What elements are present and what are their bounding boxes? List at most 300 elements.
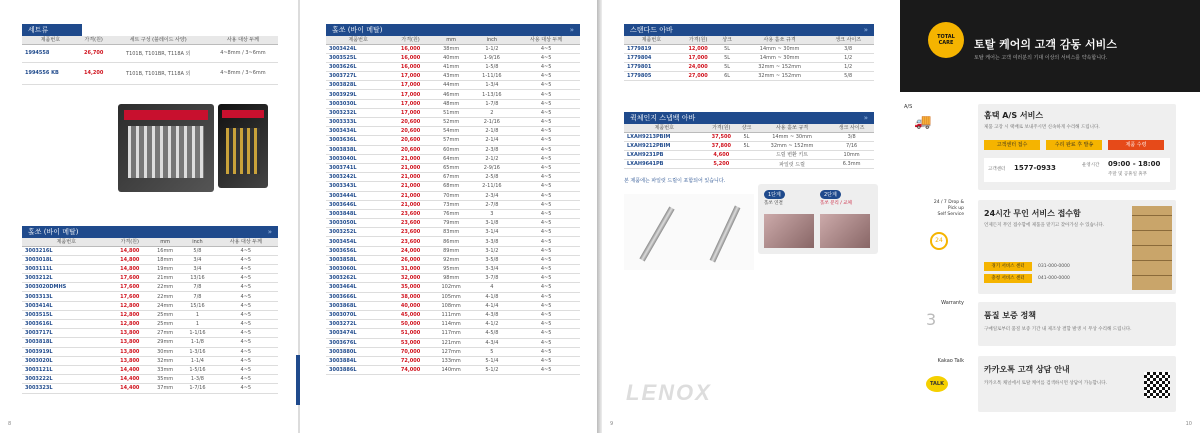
col-header: 가격(원) (110, 238, 149, 246)
table-cell: 4~5 (512, 310, 580, 319)
table-cell: 4~5 (512, 356, 580, 365)
table-cell: 4~5 (214, 264, 278, 273)
table-cell: 16mm (149, 246, 181, 255)
table-row (624, 141, 874, 150)
table-cell: 3003216L (22, 246, 110, 255)
table-cell: 23,600 (390, 237, 431, 246)
table-cell: 2-5/8 (471, 173, 512, 182)
table-row (326, 163, 580, 172)
table-row (326, 320, 580, 329)
contact-box (984, 158, 1170, 182)
table-cell: 3003929L (326, 90, 390, 99)
set-title-bar (22, 24, 82, 36)
table-cell: 3003121L (22, 365, 110, 374)
col-header: 제품번호 (624, 124, 705, 132)
step-caption: 홀쏘 분리 / 교체 (820, 201, 852, 206)
product-image-blade-set (118, 104, 214, 192)
table-cell: 13/16 (181, 274, 213, 283)
table-row (326, 310, 580, 319)
table-cell (738, 160, 755, 169)
card-title: 24시간 무인 서비스 접수함 (984, 209, 1081, 218)
holesaw-table-1 (22, 226, 278, 394)
table-cell: 3003222L (22, 375, 110, 384)
table-cell: 13,800 (110, 347, 149, 356)
table-cell: 1-9/16 (471, 53, 512, 62)
chevron-right-icon: » (863, 114, 868, 122)
table-cell: 4~5 (512, 108, 580, 117)
table-cell: 37,800 (705, 141, 739, 150)
table-cell: 3003880L (326, 347, 390, 356)
table-cell: 1-1/2 (471, 44, 512, 53)
table-row (326, 191, 580, 200)
page-subtitle: 토탈 케어는 고객 여러분의 기대 이상의 서비스를 약속합니다. (974, 55, 1108, 61)
table-cell: 5/8 (181, 246, 213, 255)
table-cell: 1/2 (822, 53, 874, 62)
section-tag: Kakao Talk (937, 358, 964, 364)
col-header: 가격(원) (390, 36, 431, 44)
table-row (22, 310, 278, 319)
table-cell: 14,400 (110, 365, 149, 374)
table-cell: 4~5 (512, 200, 580, 209)
table-row (326, 81, 580, 90)
table-cell: 21,000 (390, 200, 431, 209)
table-cell: 2-9/16 (471, 163, 512, 172)
table-row (624, 72, 874, 81)
table-cell: 3003717L (22, 329, 110, 338)
table-cell: 14,800 (110, 264, 149, 273)
table-cell: 3003313L (22, 292, 110, 301)
table-cell: 4~5 (512, 62, 580, 71)
table-cell: 3003646L (326, 200, 390, 209)
col-header: 제품번호 (22, 238, 110, 246)
table-cell: 16,000 (390, 62, 431, 71)
table-cell: 117mm (431, 329, 472, 338)
table-cell: 21,000 (390, 173, 431, 182)
set-table (22, 24, 278, 85)
table-cell: 4~5 (512, 274, 580, 283)
table-cell: LXAH9641PB (624, 160, 705, 169)
step-pill: 수리 완료 후 발송 (1046, 140, 1102, 150)
table-cell: 3003343L (326, 182, 390, 191)
table-cell: 3003515L (22, 310, 110, 319)
table-row (326, 99, 580, 108)
table-cell: 50,000 (390, 320, 431, 329)
table-cell: 12,800 (110, 320, 149, 329)
section-title: 홀쏘 (바이 메탈) (332, 26, 383, 34)
table-cell: 4~5 (512, 320, 580, 329)
card-desc: 언제든지 무인 접수함에 제품을 맡기고 찾아가실 수 있습니다. (984, 223, 1105, 228)
table-row (326, 356, 580, 365)
table-row (326, 265, 580, 274)
table-cell: 74,000 (390, 366, 431, 375)
table-cell: 1-3/16 (181, 347, 213, 356)
table-cell: 3003919L (22, 347, 110, 356)
card-title: 품질 보증 정책 (984, 311, 1036, 320)
table-cell: 4~5 (214, 246, 278, 255)
table-row (326, 173, 580, 182)
table-cell: 76mm (431, 209, 472, 218)
step-pill: 제품 수령 (1108, 140, 1164, 150)
table-cell: 1-7/16 (181, 384, 213, 393)
col-header: 제품번호 (624, 36, 679, 44)
table-cell: 4~5 (214, 292, 278, 301)
table-cell: 3003434L (326, 127, 390, 136)
table-cell: 5 (471, 347, 512, 356)
table-cell: 30mm (149, 347, 181, 356)
table-row (22, 375, 278, 384)
table-cell: 20,600 (390, 118, 431, 127)
table-cell: 3/4 (181, 255, 213, 264)
package-band (124, 110, 208, 120)
table-cell: 20,600 (390, 127, 431, 136)
table-cell: 3003242L (326, 173, 390, 182)
step-pill: 고객센터 접수 (984, 140, 1040, 150)
col-header: 세트 구성 (블레이드 사양) (109, 36, 208, 44)
table-cell: 4-5/8 (471, 329, 512, 338)
table-cell: 3003868L (326, 301, 390, 310)
table-cell: 16,000 (390, 44, 431, 53)
col-header: 제품번호 (22, 36, 79, 44)
table-cell: 2-1/2 (471, 154, 512, 163)
table-cell: 4~5 (512, 44, 580, 53)
table-cell: 3003252L (326, 228, 390, 237)
table-cell: 14mm ~ 30mm (737, 44, 823, 53)
table-cell: LXAH9213PBIM (624, 132, 705, 141)
lenox-logo: LENOX (626, 380, 712, 405)
table-cell: 2 (471, 108, 512, 117)
kakao-card (978, 356, 1176, 412)
table-row (326, 347, 580, 356)
table-cell: 92mm (431, 255, 472, 264)
table-cell: 3003020DMHS (22, 283, 110, 292)
table-cell: 3003040L (326, 154, 390, 163)
table-cell: 4~5 (512, 347, 580, 356)
table-cell: 18mm (149, 255, 181, 264)
center-label: 경기 서비스 센터 (984, 262, 1032, 271)
table-cell: 4~8mm / 3~6mm (208, 62, 278, 84)
holesaw-title-bar (326, 24, 580, 36)
table-cell: 1-13/16 (471, 90, 512, 99)
table-cell: 3003018L (22, 255, 110, 264)
table-cell: 41mm (431, 62, 472, 71)
table-cell: 21,000 (390, 191, 431, 200)
table-cell: 70,000 (390, 347, 431, 356)
table-cell: 105mm (431, 292, 472, 301)
page-1 (0, 0, 298, 433)
table-cell: 35,000 (390, 283, 431, 292)
chevron-right-icon: » (569, 26, 574, 34)
table-row (624, 150, 874, 159)
table-row (326, 182, 580, 191)
table-cell: 3003070L (326, 310, 390, 319)
table-cell: 64mm (431, 154, 472, 163)
table-cell: 21,000 (390, 182, 431, 191)
table-cell: 6L (717, 72, 736, 81)
table-cell: 3003884L (326, 356, 390, 365)
table-cell: 12,800 (110, 301, 149, 310)
table-cell: 17,000 (390, 81, 431, 90)
table-cell: 3003525L (326, 53, 390, 62)
table-row (326, 246, 580, 255)
section-tag: A/S (904, 104, 913, 110)
col-header: 사용 홀쏘 규격 (755, 124, 829, 132)
table-row (326, 90, 580, 99)
section-tag: 24 / 7 Drop & Pick up Self Service (933, 200, 964, 217)
table-cell: 17,600 (110, 292, 149, 301)
table-cell: 4~5 (512, 265, 580, 274)
section-title: 퀵체인지 스냅백 아바 (630, 114, 696, 122)
table-cell: 40mm (431, 53, 472, 62)
table-cell: 25mm (149, 320, 181, 329)
table-cell: 1779801 (624, 62, 679, 71)
table-cell: 38mm (431, 44, 472, 53)
table-cell: 3 (471, 209, 512, 218)
table-cell: 3003424L (326, 44, 390, 53)
hours-label: 운영시간 (1082, 163, 1100, 168)
table-cell: 111mm (431, 310, 472, 319)
table-row (22, 347, 278, 356)
arbor-shaft-image (710, 206, 741, 263)
table-cell: 4~5 (512, 81, 580, 90)
col-header: mm (149, 238, 181, 246)
table-row (326, 72, 580, 81)
table-cell: 2-3/4 (471, 191, 512, 200)
table-cell: 4~5 (214, 338, 278, 347)
table-cell: 52mm (431, 118, 472, 127)
self-service-card (978, 200, 1176, 294)
center-value: 041-000-0000 (1038, 276, 1070, 281)
table-cell: 3/4 (181, 264, 213, 273)
table-cell: 3003636L (326, 136, 390, 145)
table-cell: 4~5 (512, 136, 580, 145)
table-cell: 17,600 (110, 274, 149, 283)
phone-number: 1577-0933 (1014, 164, 1056, 172)
set-title: 세트류 (28, 26, 49, 34)
table-cell: 2-11/16 (471, 182, 512, 191)
section-title: 홀쏘 (바이 메탈) (28, 228, 79, 236)
table-row (326, 136, 580, 145)
card-title: 홈택 A/S 서비스 (984, 111, 1044, 120)
table-cell: 1 (181, 320, 213, 329)
table-cell: 5L (738, 141, 755, 150)
table-cell: 23,600 (390, 209, 431, 218)
table-cell: 31,000 (390, 265, 431, 274)
table-cell: 4~5 (214, 320, 278, 329)
table-cell: 2-3/8 (471, 145, 512, 154)
table-cell: 17,000 (679, 53, 718, 62)
table-cell: 5-1/4 (471, 356, 512, 365)
table-cell: 5/8 (822, 72, 874, 81)
table-cell: 4~5 (214, 347, 278, 356)
table-cell: 17,000 (390, 99, 431, 108)
table-cell: 23,600 (390, 228, 431, 237)
table-cell: 1-11/16 (471, 72, 512, 81)
table-cell: 65mm (431, 163, 472, 172)
warranty-card (978, 302, 1176, 346)
table-cell: 3003828L (326, 81, 390, 90)
col-header: 생크 사이즈 (822, 36, 874, 44)
table-cell: 22mm (149, 283, 181, 292)
hero-banner (900, 0, 1200, 92)
table-cell: 3003474L (326, 329, 390, 338)
table-cell: 72,000 (390, 356, 431, 365)
table-cell: 3-5/8 (471, 255, 512, 264)
table-cell: 1994558 (22, 44, 79, 62)
table-cell: 14mm ~ 30mm (755, 132, 829, 141)
card-desc: 구매일로부터 품질 보증 기간 내 제조상 결함 발생 시 무상 수리해 드립니다. (984, 327, 1132, 332)
table-cell: 3-3/8 (471, 237, 512, 246)
table-cell: 4~5 (512, 219, 580, 228)
table-row (326, 209, 580, 218)
holesaw-spec-table (326, 36, 580, 375)
table-row (624, 62, 874, 71)
arbor-note: 본 제품에는 파일럿 드릴이 포함되어 있습니다. (624, 178, 726, 184)
table-cell: 4~5 (214, 255, 278, 264)
table-row (326, 274, 580, 283)
table-cell: 4~5 (512, 228, 580, 237)
table-cell: 108mm (431, 301, 472, 310)
table-cell: 3003626L (326, 62, 390, 71)
holesaw-title-bar (22, 226, 278, 238)
as-service-card (978, 104, 1176, 190)
table-cell: 13,800 (110, 356, 149, 365)
table-cell: 4~5 (512, 118, 580, 127)
table-cell: 102mm (431, 283, 472, 292)
step-badge: 1단계 (764, 190, 785, 199)
step-photo-1 (764, 214, 814, 248)
table-row (326, 228, 580, 237)
table-cell: 15/16 (181, 301, 213, 310)
table-cell: 121mm (431, 338, 472, 347)
table-cell: 21,000 (390, 154, 431, 163)
table-cell: 24,000 (679, 62, 718, 71)
table-cell: 4~5 (512, 99, 580, 108)
table-cell: 98mm (431, 274, 472, 283)
table-cell: 3003656L (326, 246, 390, 255)
table-cell: 4~8mm / 3~6mm (208, 44, 278, 62)
table-cell: 4~5 (512, 255, 580, 264)
package-band (222, 110, 264, 118)
table-row (624, 53, 874, 62)
table-row (326, 62, 580, 71)
table-cell: 1779805 (624, 72, 679, 81)
table-cell: 3003666L (326, 292, 390, 301)
table-cell: 27mm (149, 329, 181, 338)
table-cell: 17,600 (110, 283, 149, 292)
table-cell: 57mm (431, 136, 472, 145)
table-cell: LXAH9212PBIM (624, 141, 705, 150)
table-cell: 26,700 (79, 44, 109, 62)
table-cell: 4~5 (214, 274, 278, 283)
table-cell: 45,000 (390, 310, 431, 319)
table-cell: 4~5 (512, 283, 580, 292)
col-header: 사용 대상 두께 (208, 36, 278, 44)
table-cell: 3003741L (326, 163, 390, 172)
table-cell: 4~5 (214, 375, 278, 384)
step-photo-2 (820, 214, 870, 248)
arbor-spec-table (624, 124, 874, 169)
table-cell: 22mm (149, 292, 181, 301)
table-row (22, 292, 278, 301)
table-cell: 40,000 (390, 301, 431, 310)
center-label: 충청 서비스 센터 (984, 274, 1032, 283)
table-cell: 4~5 (512, 145, 580, 154)
table-cell: 1-1/4 (181, 356, 213, 365)
table-cell: 4~5 (214, 301, 278, 310)
table-cell: 14,200 (79, 62, 109, 84)
section-title: 스탠다드 아바 (630, 26, 673, 34)
table-cell: 드릴 변환 키트 (755, 150, 829, 159)
table-cell: 1-5/16 (181, 365, 213, 374)
table-cell: 3003454L (326, 237, 390, 246)
table-cell: 7/8 (181, 283, 213, 292)
table-row (326, 255, 580, 264)
table-row (326, 44, 580, 53)
table-row (22, 255, 278, 264)
table-row (326, 127, 580, 136)
table-cell: 33mm (149, 365, 181, 374)
product-image-blade-kit (218, 104, 268, 188)
table-row (22, 338, 278, 347)
holesaw-table-2 (326, 24, 580, 375)
table-cell: 3-1/2 (471, 246, 512, 255)
table-row (326, 329, 580, 338)
table-cell: 48mm (431, 99, 472, 108)
table-cell: 2-1/16 (471, 118, 512, 127)
table-cell: 13,800 (110, 329, 149, 338)
step-caption: 홀쏘 연결 (764, 201, 783, 206)
table-cell: 4 (471, 283, 512, 292)
table-cell: 4~5 (512, 173, 580, 182)
arbor-title-bar (624, 112, 874, 124)
table-cell: 1-1/8 (181, 338, 213, 347)
table-cell: 14,400 (110, 375, 149, 384)
table-cell: 3003464L (326, 283, 390, 292)
table-cell: 3003030L (326, 99, 390, 108)
table-row (624, 132, 874, 141)
table-cell: 35mm (149, 375, 181, 384)
page-number: 10 (1185, 421, 1192, 427)
table-cell: 4~5 (214, 356, 278, 365)
table-cell: 4~5 (512, 209, 580, 218)
table-row (22, 320, 278, 329)
chevron-right-icon: » (863, 26, 868, 34)
table-row (326, 154, 580, 163)
table-cell: 17,000 (390, 72, 431, 81)
table-cell: 4~5 (214, 384, 278, 393)
table-cell: 20,600 (390, 136, 431, 145)
table-cell: 32mm (149, 356, 181, 365)
table-cell: 3003020L (22, 356, 110, 365)
table-row (326, 145, 580, 154)
table-cell: 19mm (149, 264, 181, 273)
table-cell: 4~5 (214, 329, 278, 338)
chevron-right-icon: » (267, 228, 272, 236)
center-value: 031-000-0000 (1038, 264, 1070, 269)
table-row (326, 301, 580, 310)
table-cell: 5L (717, 62, 736, 71)
truck-icon: 🚚 (914, 114, 932, 130)
locker-image (1132, 206, 1172, 290)
table-cell: 1-1/16 (181, 329, 213, 338)
table-row (22, 384, 278, 393)
table-row (326, 283, 580, 292)
col-header: inch (471, 36, 512, 44)
table-cell: 16,000 (390, 53, 431, 62)
table-cell: 1/2 (822, 62, 874, 71)
table-cell: 70mm (431, 191, 472, 200)
col-header: 사용 홀쏘 규격 (737, 36, 823, 44)
